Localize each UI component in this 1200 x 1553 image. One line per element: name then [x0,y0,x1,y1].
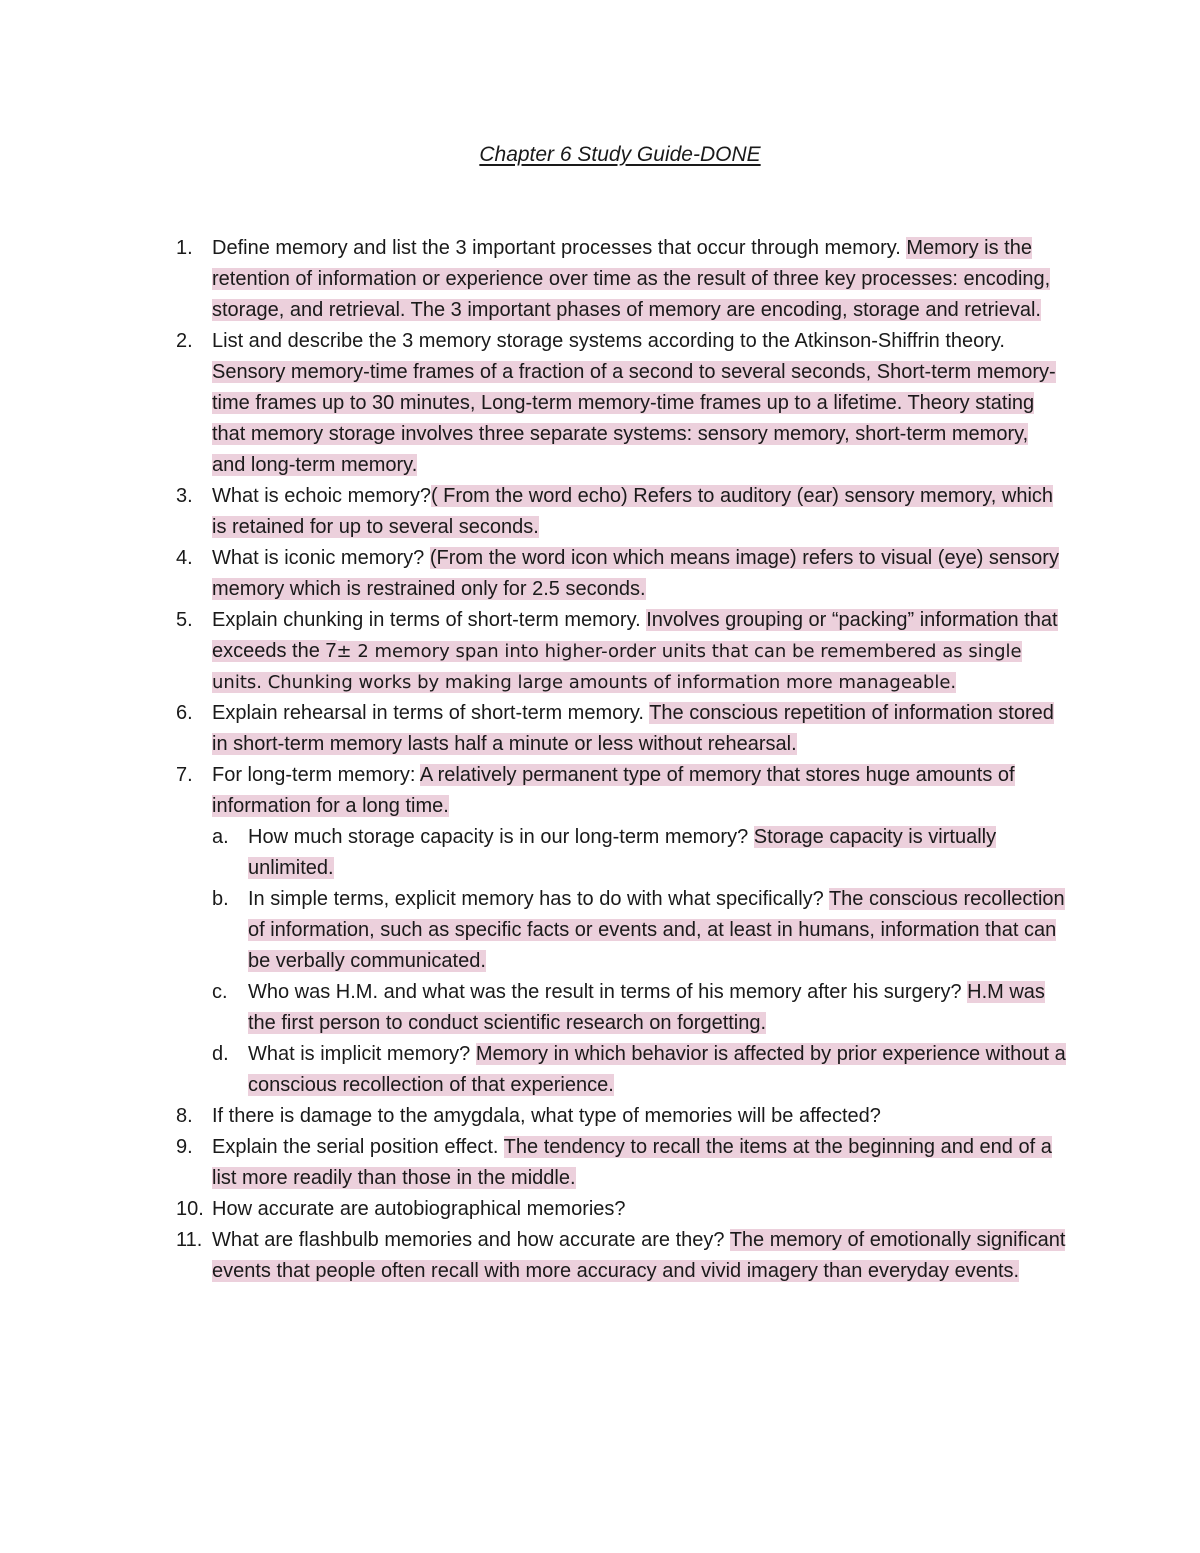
question-item-2 [176,326,1066,481]
answer-text: The memory of emotionally significant events that people often recall with more accuracy and vivid imagery than everyday events. [212,1229,1066,1282]
question-number: 7. [176,764,193,786]
sub-question-letter: a. [212,826,229,848]
question-number: 9. [176,1136,193,1158]
answer-text: Sensory memory-time frames of a fraction of a second to several seconds, Short-term memory-time frames up to 30 minutes, Long-term memory-time frames up to a lifetime. Theory stating that memory storage involves three separate systems: sensory memory, short-term memory, and long-term memory. [212,361,1056,476]
sub-question-letter: b. [212,888,229,910]
question-item-3 [176,481,1066,543]
sub-question-a [212,822,1066,884]
question-item-10 [176,1194,1066,1225]
question-item-1 [176,233,1066,326]
question-number: 2. [176,330,193,352]
answer-text: Involves grouping or “packing” information that exceeds the 7 [212,609,1058,662]
sub-question-d [212,1039,1066,1101]
question-text: What are flashbulb memories and how accurate are they? [212,1229,730,1251]
question-number: 5. [176,609,193,631]
answer-text: ( From the word echo) Refers to auditory (ear) sensory memory, which is retained for up to several seconds. [212,485,1054,538]
sub-answer-text: The conscious recollection of information, such as specific facts or events and, at least in humans, information that can be verbally communicated. [248,888,1065,972]
question-item-8 [176,1101,1066,1132]
answer-text: (From the word icon which means image) refers to visual (eye) sensory memory which is restrained only for 2.5 seconds. [212,547,1059,600]
answer-text: The conscious repetition of information stored in short-term memory lasts half a minute or less without rehearsal. [212,702,1054,755]
answer-text: Memory is the retention of information or experience over time as the result of three key processes: encoding, storage, and retrieval. The 3 important phases of memory are encoding, storage and retrieval. [212,237,1051,321]
question-number: 1. [176,237,193,259]
question-text: Explain the serial position effect. [212,1136,504,1158]
question-text: What is iconic memory? [212,547,430,569]
question-number: 11. [176,1229,203,1251]
sub-question-b [212,884,1066,977]
document-title: Chapter 6 Study Guide-DONE [479,143,761,166]
sub-question-text: What is implicit memory? [248,1043,476,1065]
sub-question-c [212,977,1066,1039]
question-number: 8. [176,1105,193,1127]
answer-text-continued: ± 2 memory span into higher-order units that can be remembered as single units. Chunking works by making large amounts of information more manageable. [212,641,1022,693]
sub-answer-text: Storage capacity is virtually unlimited. [248,826,997,879]
question-item-9 [176,1132,1066,1194]
sub-question-text: Who was H.M. and what was the result in terms of his memory after his surgery? [248,981,968,1003]
question-number: 4. [176,547,193,569]
answer-text: A relatively permanent type of memory that stores huge amounts of information for a long time. [212,764,1015,817]
question-text: Explain rehearsal in terms of short-term memory. [212,702,650,724]
sub-answer-text: Memory in which behavior is affected by prior experience without a conscious recollection of that experience. [248,1043,1066,1096]
question-text: Explain chunking in terms of short-term memory. [212,609,647,631]
question-list [176,233,1066,1287]
question-item-11 [176,1225,1066,1287]
question-item-7 [176,760,1066,1101]
question-text: For long-term memory: [212,764,420,786]
question-text: How accurate are autobiographical memories? [212,1198,626,1220]
sub-question-letter: c. [212,981,228,1003]
answer-text: The tendency to recall the items at the beginning and end of a list more readily than those in the middle. [212,1136,1052,1189]
question-number: 6. [176,702,193,724]
question-text: List and describe the 3 memory storage systems according to the Atkinson-Shiffrin theory. [212,330,1005,352]
question-text: If there is damage to the amygdala, what type of memories will be affected? [212,1105,881,1127]
question-number: 3. [176,485,193,507]
question-text: What is echoic memory? [212,485,431,507]
question-item-6 [176,698,1066,760]
question-item-4 [176,543,1066,605]
sub-question-text: In simple terms, explicit memory has to do with what specifically? [248,888,829,910]
sub-answer-text: H.M was the first person to conduct scientific research on forgetting. [248,981,1045,1034]
question-text: Define memory and list the 3 important processes that occur through memory. [212,237,907,259]
sub-question-text: How much storage capacity is in our long-term memory? [248,826,754,848]
question-number: 10. [176,1198,204,1220]
question-item-5 [176,605,1066,698]
sub-question-letter: d. [212,1043,229,1065]
